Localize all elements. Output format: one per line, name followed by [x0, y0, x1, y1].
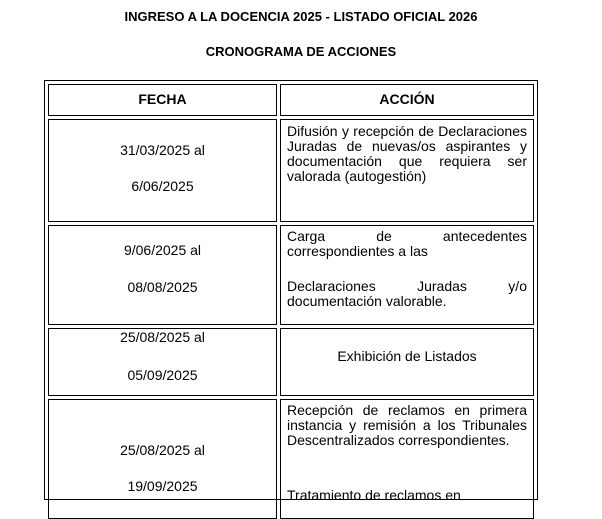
table-row — [48, 225, 534, 325]
action-text: Declaraciones Juradas y/o documentación valorable. — [287, 278, 527, 309]
document-subtitle: CRONOGRAMA DE ACCIONES — [205, 44, 397, 59]
table-header-row — [48, 84, 534, 116]
header-action: ACCIÓN — [280, 84, 534, 116]
document-title: INGRESO A LA DOCENCIA 2025 - LISTADO OFICIAL 2026 — [124, 9, 478, 24]
action-cell — [280, 399, 534, 519]
action-text: Exhibición de Listados — [337, 348, 477, 364]
action-text: Carga de antecedentes correspondientes a las — [287, 228, 527, 259]
table-row — [48, 399, 534, 519]
action-cell — [280, 328, 534, 396]
table-row — [48, 119, 534, 222]
date-cell — [48, 399, 277, 519]
table-row — [48, 328, 534, 396]
date-end: 08/08/2025 — [127, 279, 198, 295]
date-start: 31/03/2025 al — [120, 142, 205, 158]
date-start: 25/08/2025 al — [120, 329, 205, 345]
date-start: 25/08/2025 al — [120, 442, 205, 458]
action-text: Recepción de reclamos en primera instancia y remisión a los Tribunales Descentralizados correspondientes. — [287, 402, 527, 448]
action-cell — [280, 225, 534, 325]
date-cell — [48, 328, 277, 396]
header-date: FECHA — [48, 84, 277, 116]
date-cell — [48, 225, 277, 325]
date-start: 9/06/2025 al — [123, 242, 202, 258]
action-text: Tratamiento de reclamos en — [287, 487, 461, 503]
date-end: 05/09/2025 — [127, 367, 198, 383]
action-text: Difusión y recepción de Declaraciones Juradas de nuevas/os aspirantes y documentación que requiera ser valorada (autogestión) — [287, 123, 527, 184]
action-cell — [280, 119, 534, 222]
date-end: 6/06/2025 — [131, 178, 194, 194]
date-end: 19/09/2025 — [127, 478, 198, 494]
schedule-table — [44, 80, 538, 503]
date-cell — [48, 119, 277, 222]
